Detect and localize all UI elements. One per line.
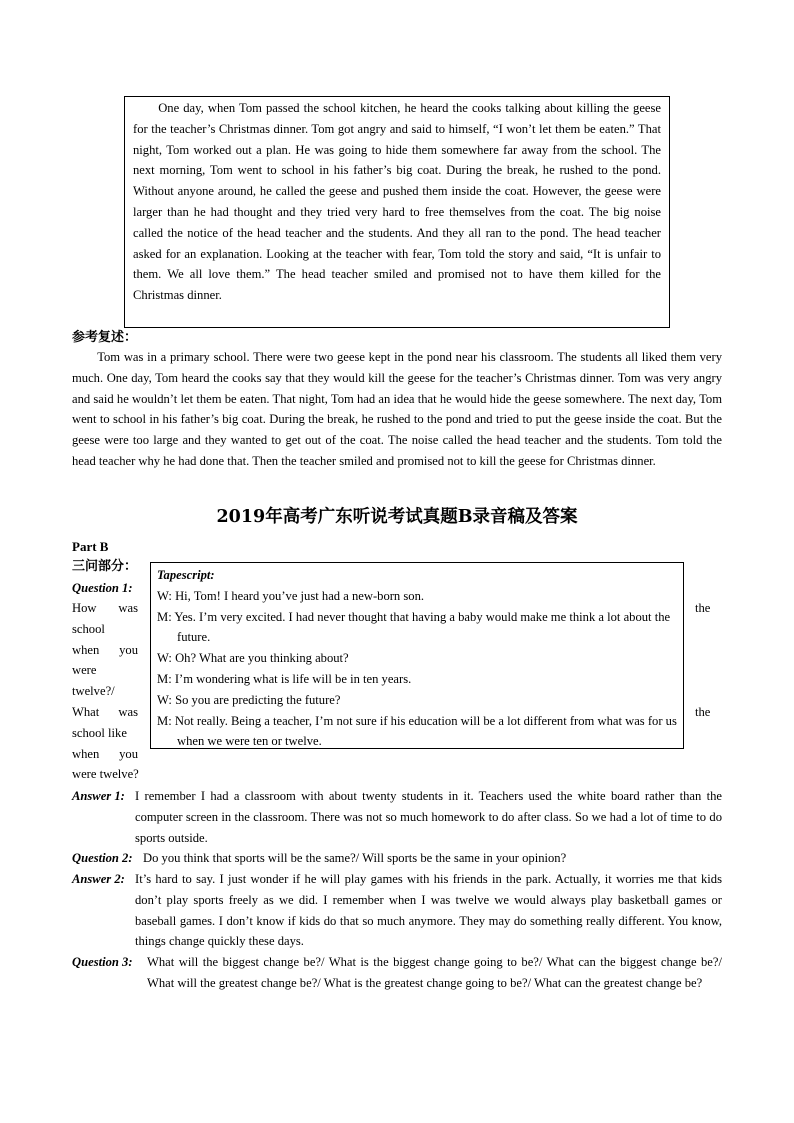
question3-label: Question 3: [72, 955, 133, 969]
tapescript-line: M: Not really. Being a teacher, I’m not sure if his education will be a lot different from what was for us when we were ten or twelve. [157, 713, 677, 749]
story-text: One day, when Tom passed the school kitchen, he heard the cooks talking about killing the geese for the teacher’s Christmas dinner. Tom got angry and said to himself, “I won’t let them be eaten.” That night, Tom worked out a plan. He was going to hide them somewhere far away from the school. The next morning, Tom went to school in his father’s big coat. During the break, he rushed to the pond. Without anyone around, he called the geese and pushed them inside the coat. However, the geese were larger than he had thought and they tried very hard to free themselves from the coat. The big noise called the notice of the head teacher and the students. And they all ran to the pond. The head teacher asked for an explanation. Looking at the teacher with fear, Tom told the story and said, “It is unfair to them. We all love them.” The head teacher smiled and promised not to have them killed for the Christmas dinner. [133, 101, 661, 303]
q1-frag: you [119, 642, 138, 657]
question3-text: What will the biggest change be?/ What is the biggest change going to be?/ What can the biggest change be?/ What will the greatest change be?/ What is the greatest change going to be?/ What can the greatest change be? [147, 955, 722, 990]
answer1-text: I remember I had a classroom with about twenty students in it. Teachers used the white board rather than the computer screen in the classroom. There was not so much homework to do after class. So we had a lot of time to do sports outside. [135, 789, 722, 845]
answer1-block [135, 786, 722, 848]
retell-heading: 参考复述： [72, 330, 138, 345]
q1-frag: twelve?/ [72, 684, 115, 699]
tapescript-line: M: Yes. I’m very excited. I had never thought that having a baby would make me think a lot about the future. [157, 609, 671, 645]
answer1-label: Answer 1: [72, 789, 125, 803]
part-b-label: Part B [72, 539, 109, 554]
tapescript-line: W: Hi, Tom! I heard you’ve just had a new-born son. [157, 588, 425, 603]
question1-the-2: the [695, 705, 711, 719]
q1-frag: when [72, 746, 100, 761]
q1-frag: How [72, 601, 97, 615]
q1-frag: was [118, 601, 138, 615]
section-title: 2019年高考广东听说考试真题B录音稿及答案 [216, 507, 578, 527]
question2-label: Question 2: [72, 851, 133, 865]
tapescript-title: Tapescript: [157, 568, 215, 582]
q1-frag: you [119, 746, 138, 761]
tapescript-box [150, 562, 684, 749]
q1-frag: was [118, 704, 138, 719]
answer2-label: Answer 2: [72, 872, 125, 886]
tapescript-line: W: Oh? What are you thinking about? [157, 651, 349, 666]
answer2-text: It’s hard to say. I just wonder if he will play games with his friends in the park. Actually, it worries me that kids don’t play sports freely as we did. I remember when I was twelve we would always play basketball games or baseball games. I don’t know if kids do that so much anymore. They may do something really different. You know, things change quickly these days. [135, 872, 722, 949]
q1-frag: were twelve? [72, 767, 139, 782]
part-b-sublabel: 三问部分： [72, 559, 138, 574]
q1-frag: when [72, 642, 100, 657]
q1-frag: What [72, 704, 100, 719]
q1-frag: school [72, 621, 105, 636]
tapescript-line: W: So you are predicting the future? [157, 692, 341, 707]
tapescript-line: M: I’m wondering what is life will be in ten years. [157, 671, 412, 686]
question2-text: Do you think that sports will be the same?/ Will sports be the same in your opinion? [143, 851, 567, 865]
retell-text: Tom was in a primary school. There were two geese kept in the pond near his classroom. The students all liked them very much. One day, Tom heard the cooks say that they would kill the geese for the teacher’s Christmas dinner. Tom was very angry and said he wouldn’t let them be eaten. That night, Tom had an idea that he would hide the geese somewhere. The next day, Tom went to school in his father’s big coat. During the break, he rushed to the pond and tried to put the geese inside the coat. But the geese were too large and they wanted to get out of the coat. The noise called the head teacher and the students. Tom told the head teacher why he had done that. Then the teacher smiled and promised not to kill the geese for Christmas dinner. [72, 350, 722, 468]
q1-frag: were [72, 663, 97, 678]
question1-label: Question 1: [72, 581, 133, 595]
question3-block [147, 952, 722, 994]
question1-the-1: the [695, 601, 711, 615]
retell-block [72, 347, 722, 472]
story-box [124, 96, 670, 328]
answer2-block [135, 869, 722, 952]
q1-frag: school like [72, 725, 127, 740]
question1-column [72, 598, 138, 785]
